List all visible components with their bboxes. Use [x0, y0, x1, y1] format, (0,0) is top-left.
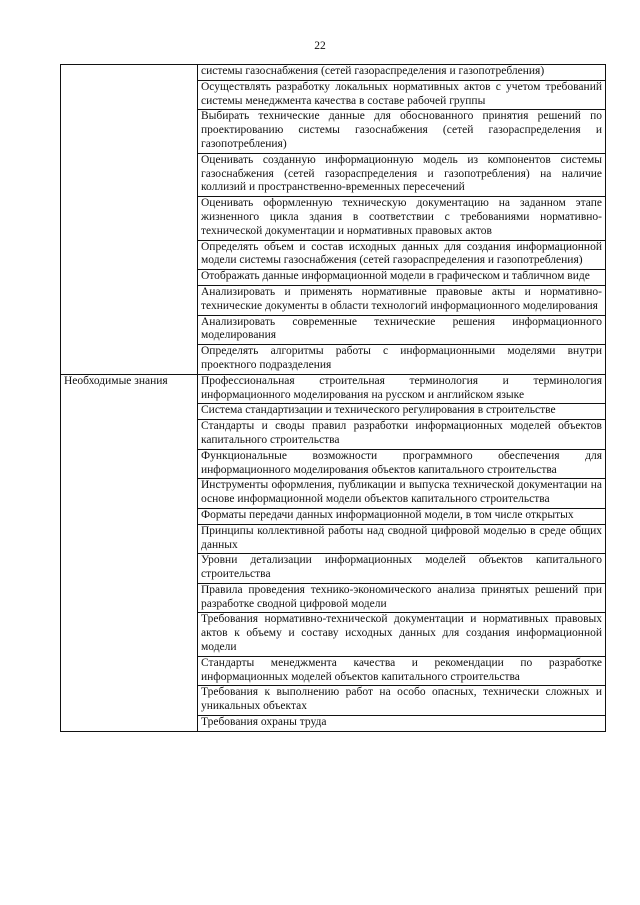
skill-item: системы газоснабжения (сетей газораспределения и газопотребления): [198, 65, 606, 81]
requirements-table: [60, 64, 606, 732]
skill-item: Определять алгоритмы работы с информационными моделями внутри проектного подразделения: [198, 345, 606, 375]
knowledge-item: Уровни детализации информационных моделей объектов капитального строительства: [198, 554, 606, 584]
requirements-table-body: [61, 65, 606, 732]
skill-item: Определять объем и состав исходных данных для создания информационной модели системы газоснабжения (сетей газораспределения и газопотребления): [198, 240, 606, 270]
skill-item: Оценивать созданную информационную модель из компонентов системы газоснабжения (сетей газораспределения и газопотребления) на наличие коллизий и пространственно-временных пересечений: [198, 153, 606, 196]
skill-item: Выбирать технические данные для обоснованного принятия решений по проектированию системы газоснабжения (сетей газораспределения и газопотребления): [198, 110, 606, 153]
knowledge-item: Принципы коллективной работы над сводной цифровой моделью в среде общих данных: [198, 524, 606, 554]
knowledge-label-cell: Необходимые знания: [61, 374, 198, 731]
knowledge-item: Стандарты и своды правил разработки информационных моделей объектов капитального строительства: [198, 420, 606, 450]
knowledge-item: Требования охраны труда: [198, 716, 606, 732]
knowledge-item: Система стандартизации и технического регулирования в строительстве: [198, 404, 606, 420]
knowledge-item: Профессиональная строительная терминология и терминология информационного моделирования на русском и английском языке: [198, 374, 606, 404]
knowledge-item: Стандарты менеджмента качества и рекомендации по разработке информационных моделей объектов капитального строительства: [198, 656, 606, 686]
page-number: 22: [314, 40, 326, 52]
skill-item: Отображать данные информационной модели в графическом и табличном виде: [198, 270, 606, 286]
knowledge-item: Требования нормативно-технической документации и нормативных правовых актов к объему и составу исходных данных для создания информационной модели: [198, 613, 606, 656]
skill-item: Анализировать современные технические решения информационного моделирования: [198, 315, 606, 345]
knowledge-row: [61, 374, 606, 404]
skill-row: [61, 65, 606, 81]
knowledge-item: Функциональные возможности программного обеспечения для информационного моделирования объектов капитального строительства: [198, 449, 606, 479]
skill-item: Анализировать и применять нормативные правовые акты и нормативно-технические документы в области технологий информационного моделирования: [198, 285, 606, 315]
skill-label-cell: [61, 65, 198, 375]
skill-item: Оценивать оформленную техническую документацию на заданном этапе жизненного цикла здания в соответствии с требованиями нормативно-технической документации и нормативных правовых актов: [198, 197, 606, 240]
knowledge-item: Правила проведения технико-экономического анализа принятых решений при разработке сводной цифровой модели: [198, 583, 606, 613]
knowledge-item: Инструменты оформления, публикации и выпуска технической документации на основе информационной модели объектов капитального строительства: [198, 479, 606, 509]
knowledge-item: Форматы передачи данных информационной модели, в том числе открытых: [198, 508, 606, 524]
knowledge-item: Требования к выполнению работ на особо опасных, технически сложных и уникальных объектах: [198, 686, 606, 716]
skill-item: Осуществлять разработку локальных нормативных актов с учетом требований системы менеджмента качества в составе рабочей группы: [198, 80, 606, 110]
